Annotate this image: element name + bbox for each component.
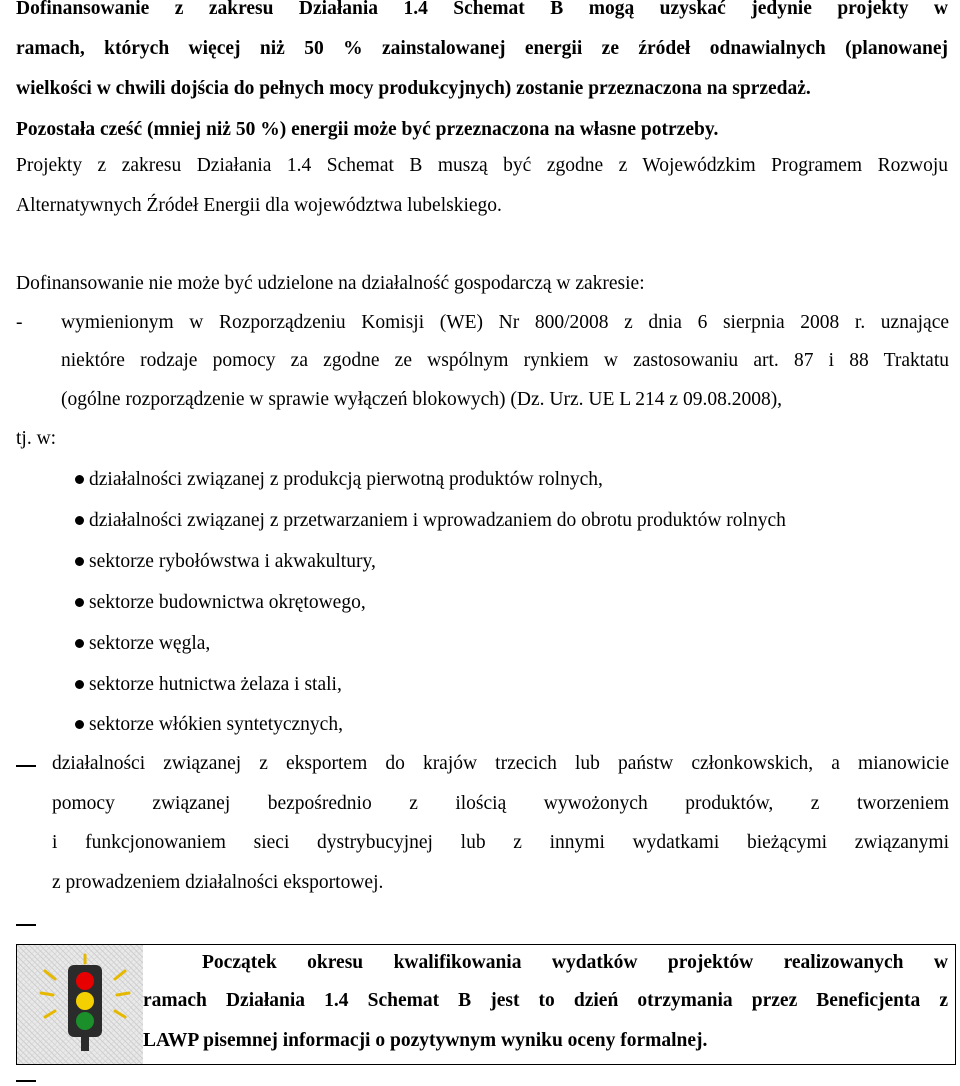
callout-line-3: LAWP pisemnej informacji o pozytywnym wyniku oceny formalnej. [143, 1030, 708, 1051]
bullet-icon [75, 516, 84, 525]
callout-line-1: Początek okresu kwalifikowania wydatków projektów realizowanych w [202, 952, 948, 973]
paragraph1-line-1: Dofinansowanie z zakresu Działania 1.4 Schemat B mogą uzyskać jedynie projekty w [16, 0, 948, 19]
export-line-4: z prowadzeniem działalności eksportowej. [52, 872, 384, 893]
callout-box [16, 944, 956, 1065]
tj-label: tj. w: [16, 428, 57, 449]
paragraph1-line-2: ramach, których więcej niż 50 % zainstalowanej energii ze źródeł odnawialnych (planowanej [16, 38, 948, 59]
sector-item-7: sektorze włókien syntetycznych, [89, 714, 343, 735]
bullet-icon [75, 475, 84, 484]
paragraph2-line-2: Alternatywnych Źródeł Energii dla województwa lubelskiego. [16, 195, 502, 216]
traffic-light-icon [35, 953, 135, 1053]
sector-item-2: działalności związanej z przetwarzaniem i wprowadzaniem do obrotu produktów rolnych [89, 510, 786, 531]
sector-item-3: sektorze rybołówstwa i akwakultury, [89, 551, 376, 572]
bullet-icon [75, 598, 84, 607]
bullet-icon [75, 720, 84, 729]
callout-line-2: ramach Działania 1.4 Schemat B jest to dzień otrzymania przez Beneficjenta z [143, 990, 948, 1011]
sector-item-4: sektorze budownictwa okrętowego, [89, 592, 366, 613]
export-dash-marker [16, 765, 36, 767]
paragraph1-line-3: wielkości w chwili dojścia do pełnych mocy produkcyjnych) zostanie przeznaczona na sprzedaż. [16, 78, 811, 99]
sector-item-6: sektorze hutnictwa żelaza i stali, [89, 674, 342, 695]
regulation-line-3: (ogólne rozporządzenie w sprawie wyłączeń blokowych) (Dz. Urz. UE L 214 z 09.08.2008), [61, 389, 783, 410]
empty-dash-marker [16, 924, 36, 926]
bullet-icon [75, 680, 84, 689]
trailing-dash-marker [16, 1080, 36, 1082]
export-line-1: działalności związanej z eksportem do krajów trzecich lub państw członkowskich, a mianowicie [52, 753, 949, 774]
bullet-icon [75, 557, 84, 566]
regulation-line-1: wymienionym w Rozporządzeniu Komisji (WE) Nr 800/2008 z dnia 6 sierpnia 2008 r. uznające [61, 312, 949, 333]
callout-icon-background [17, 945, 143, 1064]
bullet-icon [75, 639, 84, 648]
sector-item-1: działalności związanej z produkcją pierwotną produktów rolnych, [89, 469, 603, 490]
export-line-3: i funkcjonowaniem sieci dystrybucyjnej lub z innymi wydatkami bieżącymi związanymi [52, 832, 949, 853]
export-line-2: pomocy związanej bezpośrednio z ilością wywożonych produktów, z tworzeniem [52, 793, 949, 814]
regulation-line-2: niektóre rodzaje pomocy za zgodne ze wspólnym rynkiem w zastosowaniu art. 87 i 88 Traktatu [61, 350, 949, 371]
paragraph2-line-1: Projekty z zakresu Działania 1.4 Schemat B muszą być zgodne z Wojewódzkim Programem Rozwoju [16, 155, 948, 176]
regulation-dash-marker: - [16, 312, 23, 333]
exclusion-intro: Dofinansowanie nie może być udzielone na działalność gospodarczą w zakresie: [16, 273, 645, 294]
sector-item-5: sektorze węgla, [89, 633, 211, 654]
paragraph1-line-4: Pozostała cześć (mniej niż 50 %) energii może być przeznaczona na własne potrzeby. [16, 119, 719, 140]
